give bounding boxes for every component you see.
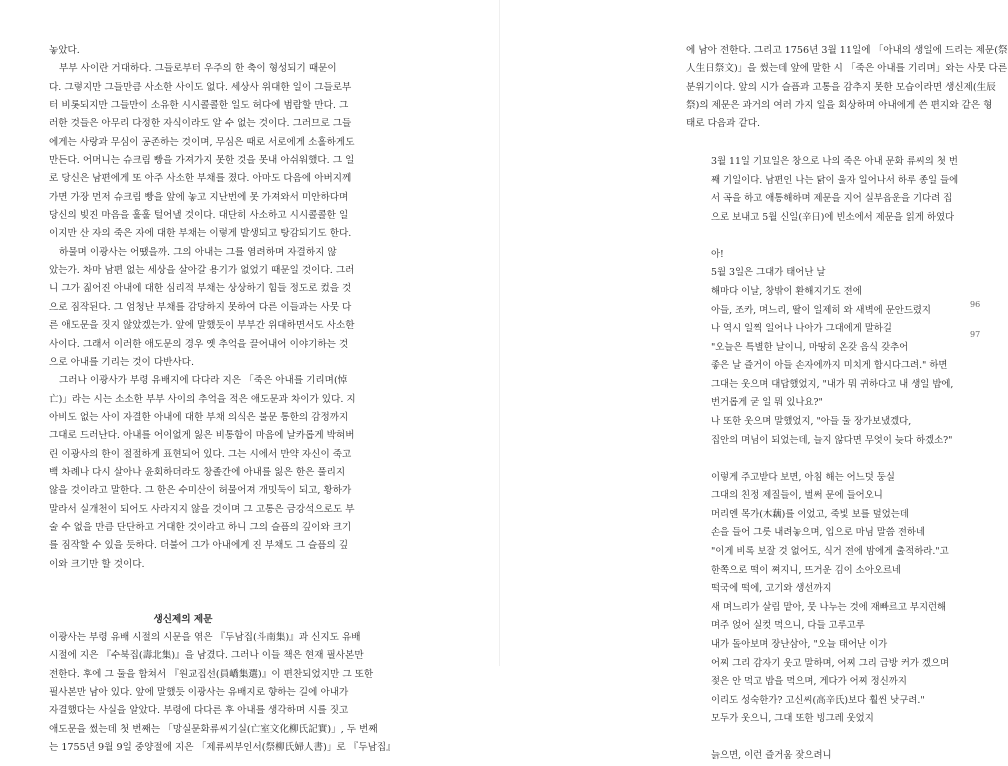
- page-number-left: 96: [970, 300, 981, 309]
- text-line: 시절에 지은 『수북집(壽北集)』을 남겼다. 그러나 이들 책은 현재 필사본만: [49, 650, 364, 662]
- text-line: 새 며느리가 살림 맡아, 뭇 나누는 것에 재빠르고 부지런해: [711, 601, 947, 613]
- text-line: 자결했다는 사실을 알았다. 부령에 다다른 후 아내를 생각하며 시를 짓고: [49, 705, 349, 717]
- text-line: 人生日祭文)」을 썼는데 앞에 말한 시 「죽은 아내를 기리며」와는 사뭇 다른: [686, 63, 1008, 75]
- paragraph-gap: [49, 574, 317, 592]
- text-line: 백 차례나 다시 살아나 윤회하더라도 창졸간에 아내를 잃은 한은 풀리지: [49, 466, 346, 478]
- page-number-right: 97: [970, 330, 981, 339]
- text-line: 린 이광사의 한이 절절하게 표현되어 있다. 그는 시에서 만약 자신이 죽고: [49, 448, 352, 460]
- text-line: "오늘은 특별한 날이니, 마땅히 온갖 음식 갖추어: [711, 341, 909, 353]
- text-line: 祭)의 제문은 과거의 여러 가지 일을 회상하며 아내에게 쓴 편지와 같은 형: [686, 100, 993, 112]
- text-line: 나 역시 일찍 일어나 나아가 그대에게 말하길: [711, 323, 892, 335]
- text-line: 았는가. 차마 남편 없는 세상을 살아갈 용기가 없었기 때문일 것이다. 그러: [49, 265, 355, 277]
- text-line: 아비도 없는 사이 자결한 아내에 대한 부채 의식은 불문 통한의 감정까지: [49, 411, 349, 423]
- text-line: 놓았다.: [49, 45, 80, 56]
- text-line: 그대는 웃으며 대답했었지, "내가 뭐 귀하다고 내 생일 밥에,: [711, 378, 954, 390]
- text-line: 모두가 웃으니, 그대 또한 빙그레 웃었지: [711, 713, 874, 725]
- text-line: 으로 보내고 5월 신일(辛日)에 빈소에서 제문을 읽게 하였다: [711, 211, 955, 223]
- text-line: 른 애도문을 짓지 않았겠는가. 앞에 말했듯이 부부간 위대하면서도 사소한: [49, 320, 355, 332]
- text-line: 술 수 없을 만큼 단단하고 거대한 것이라고 하니 그의 슬픔의 깊이와 크기: [49, 521, 352, 533]
- text-line: 이광사는 부령 유배 시절의 시문을 엮은 『두남집(斗南集)』과 신지도 유배: [49, 632, 361, 643]
- text-line: 애도문을 썼는데 첫 번째는 「망실문화류씨기실(亡室文化柳氏記實)」, 두 번째: [49, 723, 378, 735]
- text-line: 에 남아 전한다. 그리고 1756년 3월 11일에 「아내의 생일에 드리는 제문(祭: [686, 45, 1008, 56]
- text-line: 머리엔 목가(木藕)를 이었고, 죽빛 보를 덮었는데: [711, 508, 909, 520]
- text-line: 이렇게 주고받다 보면, 아침 해는 어느덧 둥실: [711, 471, 895, 483]
- text-line: 번거롭게 굳 일 뭐 있나요?": [711, 397, 823, 409]
- text-line: 해마다 이날, 창밖이 환해지기도 전에: [711, 285, 862, 297]
- text-line: 그대로 드러난다. 아내를 어이없게 잃은 비통함이 마음에 날카롭게 박혀버: [49, 430, 355, 442]
- text-line: 째 기일이다. 남편인 나는 닭이 울자 일어나서 하루 종일 들에: [711, 174, 959, 186]
- text-line: 이와 크기만 할 것이다.: [49, 558, 145, 570]
- text-line: 서 곡을 하고 애통해하며 제문을 지어 실부읍운을 기다려 집: [711, 193, 953, 205]
- text-line: 로 당신은 남편에게 또 아주 사소한 부채를 졌다. 아마도 다음에 아버지께: [49, 173, 352, 185]
- text-line: 다. 그렇지만 그들만큼 사소한 사이도 없다. 세상사 위대한 일이 그들로부: [49, 81, 352, 93]
- text-line: 손을 들어 그릇 내려놓으며, 입으로 마님 말씀 전하네: [711, 527, 926, 539]
- paragraph-gap: [711, 729, 971, 747]
- paragraph-gap: [711, 227, 971, 245]
- text-line: 전한다. 후에 그 둘을 합쳐서 『원교집선(員嶠集選)』이 편찬되었지만 그 또한: [49, 668, 374, 680]
- text-line: 를 짐작할 수 있을 듯하다. 더불어 그가 아내에게 진 부채도 그 슬픔의 깊: [49, 540, 349, 552]
- text-line: 이지만 산 자의 죽은 자에 대한 부채는 이렇게 발생되고 탕감되기도 한다.: [49, 228, 352, 240]
- right-page-prose: [686, 42, 1008, 134]
- left-page-body: [49, 42, 396, 757]
- text-line: 만든다. 어머니는 슈크림 빵을 가져가지 못한 것을 못내 아쉬워했다. 그 일: [49, 155, 355, 167]
- text-line: "이게 비록 보잘 것 없어도, 식거 전에 밤에게 출적하라."고: [711, 545, 949, 557]
- text-line: 젖은 안 먹고 밥을 먹으며, 게다가 어찌 정신까지: [711, 676, 907, 688]
- text-line: 어찌 그리 감자기 웃고 말하며, 어찌 그리 급방 커가 겠으며: [711, 657, 950, 669]
- text-line: 당신의 빚진 마음을 훌훌 털어낼 것이다. 대단히 사소하고 시시콜콜한 일: [49, 210, 349, 222]
- text-line: 떡국에 떡에, 고기와 생선까지: [711, 583, 832, 595]
- text-line: 그대의 친정 제질들이, 벌써 문에 들어오니: [711, 490, 883, 502]
- text-line: 말라서 실개천이 되어도 사라지지 않을 것이며 그 고통은 금강석으로도 부: [49, 503, 355, 515]
- text-line: 않을 것이라고 말한다. 그 한은 수미산이 허물어져 개밋둑이 되고, 황하가: [49, 485, 352, 497]
- text-line: 아!: [711, 248, 724, 260]
- text-line: 이리도 성숙한가? 고신씨(高辛氏)보다 훨씬 낫구려.": [711, 694, 925, 706]
- text-line: 으로 짐작된다. 그 엄청난 부채를 감당하지 못하여 다른 이들과는 사뭇 다: [49, 301, 352, 313]
- quoted-elegy: [711, 153, 971, 766]
- text-line: 좋은 날 즐거이 아들 손자에까지 미치게 합시다그려." 하면: [711, 360, 948, 372]
- left-page: [0, 0, 500, 754]
- page-numbers: [970, 300, 980, 340]
- paragraph-gap: [49, 592, 317, 610]
- text-line: 러한 것들은 아무리 다정한 자식이라도 알 수 없는 것이다. 그러므로 그들: [49, 118, 352, 130]
- text-line: 집안의 며님이 되었는데, 늘지 않다면 무엇이 늦다 하겠소?": [711, 434, 953, 446]
- text-line: 아들, 조카, 며느리, 딸이 일제히 와 새벽에 문안드렸지: [711, 304, 931, 316]
- section-title: 생신제의 제문: [153, 613, 213, 625]
- text-line: 으로 아내를 기리는 것이 다반사다.: [49, 356, 194, 368]
- text-line: 는 1755년 9월 9일 중양절에 지은 「제류씨부인서(祭柳氏婦人書)」로 『두남집』: [49, 742, 396, 754]
- paragraph-gap: [711, 450, 971, 468]
- text-line: 터 비롯되지만 그들만이 소유한 시시콜콜한 일도 허다에 범람할 만다. 그: [49, 100, 349, 112]
- text-line: 하물며 이광사는 어땠을까. 그의 아내는 그를 염려하며 자결하지 않: [59, 246, 337, 258]
- text-line: 그러나 이광사가 부령 유배지에 다다라 지은 「죽은 아내를 기리며(悼: [59, 375, 348, 387]
- text-line: 필사본만 남아 있다. 앞에 말했듯 이광사는 유배지로 향하는 길에 아내가: [49, 687, 349, 699]
- text-line: 가면 가장 먼저 슈크림 빵을 앞에 놓고 지난번에 못 가져와서 미안하다며: [49, 191, 349, 203]
- text-line: 사이다. 그래서 이러한 애도문의 경우 옛 추억을 끌어내어 이야기하는 것: [49, 338, 349, 350]
- text-line: 분위기이다. 앞의 시가 슬픔과 고통을 감추지 못한 모습이라면 생신제(生辰: [686, 81, 996, 93]
- text-line: 亡)」라는 시는 소소한 부부 사이의 추억을 적은 애도문과 차이가 있다. 지: [49, 393, 356, 405]
- text-line: 한쪽으로 떡이 쪄지니, 뜨거운 김이 소아오르네: [711, 564, 901, 576]
- text-line: 부부 사이란 거대하다. 그들로부터 우주의 한 축이 형성되기 때문이: [59, 63, 337, 75]
- text-line: 내가 돌아보며 장난삼아, "오늘 태어난 이가: [711, 638, 888, 650]
- text-line: 늙으면, 이런 즐거움 잦으려니: [711, 750, 832, 762]
- text-line: 5월 3일은 그대가 태어난 날: [711, 267, 826, 279]
- text-line: 나 또한 웃으며 말했었지, "아들 둘 장가보냈겠다,: [711, 416, 912, 428]
- text-line: 태로 다음과 같다.: [686, 118, 761, 130]
- text-line: 에게는 사랑과 무심이 공존하는 것이며, 무심은 때로 서로에게 소홀하게도: [49, 136, 355, 148]
- text-line: 며주 얹어 실컷 먹으니, 다들 고루고루: [711, 620, 865, 632]
- text-line: 니 그가 짊어진 아내에 대한 심리적 부채는 상상하기 힘들 정도로 컸을 것: [49, 283, 352, 295]
- text-line: 3월 11일 기묘일은 창으로 나의 죽은 아내 문화 류씨의 첫 번: [711, 156, 958, 167]
